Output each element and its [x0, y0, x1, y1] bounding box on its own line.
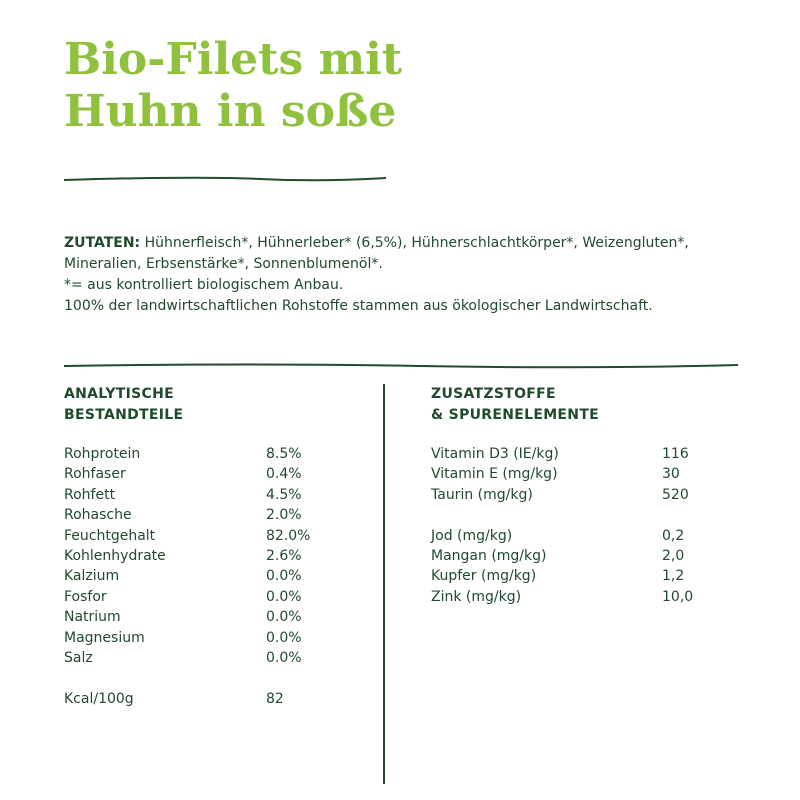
table-row — [431, 526, 751, 546]
table-row — [64, 566, 364, 586]
additives-heading — [431, 384, 599, 426]
row-label: Rohasche — [64, 507, 132, 524]
table-row — [431, 444, 751, 464]
column-divider — [383, 384, 385, 784]
row-label: Rohfett — [64, 486, 116, 503]
section-divider — [64, 365, 738, 368]
row-value: 0.0% — [266, 629, 302, 646]
row-value: 4.5% — [266, 486, 302, 503]
table-row — [64, 444, 364, 464]
ingredients-label: ZUTATEN: — [64, 235, 141, 251]
table-row — [64, 546, 364, 566]
row-label: Vitamin D3 (IE/kg) — [431, 446, 559, 462]
row-spacer — [64, 668, 364, 688]
organic-note: *= aus kontrolliert biologischem Anbau. — [64, 277, 344, 293]
product-title-line-1: Bio-Filets mit — [64, 34, 403, 85]
row-value: 2.6% — [266, 547, 302, 564]
row-value: 520 — [662, 486, 689, 503]
row-label: Fosfor — [64, 588, 107, 605]
title-underline — [64, 178, 386, 181]
row-label: Kohlenhydrate — [64, 547, 166, 564]
table-row — [431, 566, 751, 586]
row-label: Jod (mg/kg) — [431, 527, 513, 544]
row-value: 0.0% — [266, 609, 302, 626]
table-row — [431, 464, 751, 484]
row-label: Natrium — [64, 609, 121, 626]
kcal-row — [64, 689, 364, 709]
row-value: 0.0% — [266, 649, 302, 666]
row-value: 2,0 — [662, 547, 685, 564]
row-label: Rohfaser — [64, 466, 126, 483]
row-label: Kupfer (mg/kg) — [431, 568, 537, 585]
ingredients-line-1 — [64, 233, 764, 254]
row-spacer — [431, 505, 751, 525]
row-value: 116 — [662, 446, 689, 462]
table-row — [64, 464, 364, 484]
additives-heading-line-1: ZUSATZSTOFFE — [431, 386, 556, 402]
row-value: 0.0% — [266, 588, 302, 605]
product-title-line-2: Huhn in soße — [64, 86, 397, 137]
row-value: 10,0 — [662, 588, 694, 605]
additives-table — [431, 444, 751, 607]
analytics-heading-line-1: ANALYTISCHE — [64, 386, 174, 402]
row-value: 2.0% — [266, 507, 302, 524]
row-label: Zink (mg/kg) — [431, 588, 522, 605]
row-label: Salz — [64, 649, 93, 666]
row-value: 1,2 — [662, 568, 685, 585]
table-row — [64, 485, 364, 505]
ingredients-block — [64, 233, 764, 317]
row-value: 82.0% — [266, 527, 311, 544]
row-value: 30 — [662, 466, 680, 483]
row-value: 0,2 — [662, 527, 685, 544]
row-label: Mangan (mg/kg) — [431, 547, 547, 564]
analytics-heading-line-2: BESTANDTEILE — [64, 407, 184, 423]
ingredients-line-2: Mineralien, Erbsenstärke*, Sonnenblumenöl*. — [64, 256, 383, 272]
row-value: 0.4% — [266, 466, 302, 483]
table-row — [431, 546, 751, 566]
table-row — [64, 505, 364, 525]
row-label: Feuchtgehalt — [64, 527, 156, 544]
ecological-note: 100% der landwirtschaftlichen Rohstoffe stammen aus ökologischer Landwirtschaft. — [64, 298, 653, 314]
table-row — [64, 607, 364, 627]
additives-heading-line-2: & SPURENELEMENTE — [431, 407, 600, 423]
analytics-table — [64, 444, 364, 709]
row-label: Taurin (mg/kg) — [431, 486, 533, 503]
analytics-heading — [64, 384, 183, 426]
row-label: Vitamin E (mg/kg) — [431, 466, 558, 483]
table-row — [64, 526, 364, 546]
table-row — [64, 648, 364, 668]
row-value: 0.0% — [266, 568, 302, 585]
kcal-label: Kcal/100g — [64, 690, 134, 707]
table-row — [64, 587, 364, 607]
row-value: 8.5% — [266, 446, 302, 462]
table-row — [431, 485, 751, 505]
kcal-value: 82 — [266, 690, 284, 707]
ingredients-text: Hühnerfleisch*, Hühnerleber* (6,5%), Hühnerschlachtkörper*, Weizengluten*, — [140, 235, 689, 251]
table-row — [64, 628, 364, 648]
row-label: Rohprotein — [64, 446, 141, 462]
table-row — [431, 587, 751, 607]
row-label: Magnesium — [64, 629, 145, 646]
row-label: Kalzium — [64, 568, 120, 585]
